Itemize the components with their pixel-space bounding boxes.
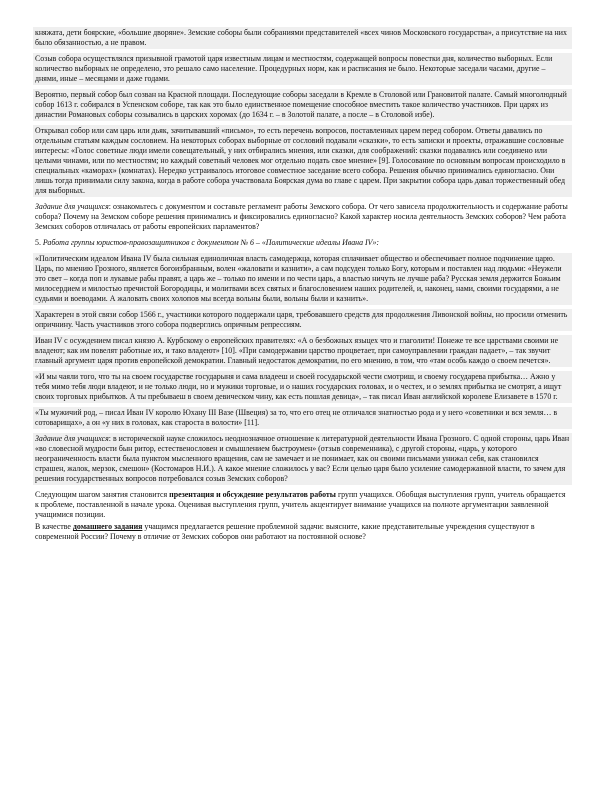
homework-emphasis: домашнего задания xyxy=(72,522,143,531)
paragraph-convocation: Созыв собора осуществлялся призывной грамотой царя известным лицам и местностям, содержащей вопросы повестки дня, количество выборных. Если количество выборных не определено, это решало само население. Процедурных норм, как и расписания не было. Некоторые заседали часами, другие – днями, иные – месяцами и даже годами. xyxy=(33,53,572,85)
paragraph-juhan-letter: «Ты мужичий род, – писал Иван IV королю Юхану III Вазе (Швеция) за то, что его отец не отличался знатностью рода и у него «советники и вся земля… в сотоварищах», а он «у них в головах, как староста в волости» [11]. xyxy=(33,407,572,429)
paragraph-elizabeth-letter: «И мы чаяли того, что ты на своем государстве государыня и сама владееш и своей государьской чести смотриш, и своему государева прибытка… Ажно у тебя мимо тебя люди владеют, и не только люди, но и мужики торговые, и о наших государских головах, и о честех, и о землях прибытка не смотрят, а ищут своих торговых прибытков. А ты пребываеш в своем девическом чину, как есть пошлая девица», – так писал Иван английской королеве Елизавете в 1570 г. xyxy=(33,371,572,403)
paragraph-sobor-1566: Характерен в этой связи собор 1566 г., участники которого поддержали царя, требовавшего средств для продолжения Ливонской войны, но просили отменить опричнину. Часть участников этого собора подверглись опричным репрессиям. xyxy=(33,309,572,331)
paragraph-kurbsky-letter: Иван IV с осуждением писал князю А. Курбскому о европейских правителях: «А о безбожных языцех что и глаголити! Понеже те все царствами своими не владеют; как им повелят работные их, и тако владеют» [10]. «При самодержавии царство процветает, при самоуправлении граждан падает», – так звучит главный аргумент царя против европейской демократии. Главный недостаток демократии, по его мнению, в том, что «там особь каждо о своем печется». xyxy=(33,335,572,367)
paragraph-political-ideal: «Политическим идеалом Ивана IV была сильная единоличная власть самодержца, которая сплачивает общество и обеспечивает полное подчинение царю. Царь, по мнению Грозного, является богоизбранным, волен «жаловати и казнити», а сам подсуден только Богу, которым и поставлен над людьми: «Неужели это свет – когда поп и лукавые рабы правят, а царь же – только по имени и по чести царь, а властью ничуть не лучше раба? Русская земля держится Божьим милосердием и милостью пречистой Богородицы, и молитвами всех святых и благословением наших родителей, и, наконец, нами, своими государями, а не судьями и воеводами. А жаловать своих холопов мы всегда вольны были, вольны были и казнить». xyxy=(33,253,572,305)
paragraph-procedure: Открывал собор или сам царь или дьяк, зачитывавший «письмо», то есть перечень вопросов, поставленных царем перед собором. Ответы давались по отдельным статьям каждым сословием. На некоторых соборах выборные от сословий подавали «сказки», то есть записки и проекты, отражавшие сословные интересы: «Голос советные люди имели совещательный, у них отбирались мнения, или сказки, для соображений: сказки подавались или соединено или целыми чинами, или по местностям; но каждый советный человек мог отдельно подать свое мнение» [9]. Голосование по основным вопросам происходило в специальных «каморах» (комнатах). Нередко устраивалось итоговое совместное заседание всего собора. Решения обычно принимались единогласно. Они лишь тогда принимали силу закона, когда в работе собора участвовала Боярская дума во главе с царем. При закрытии собора царь давал торжественный обед для выборных. xyxy=(33,125,572,197)
task-label: Задание для учащихся xyxy=(35,202,109,211)
homework-rest: учащимся предлагается решение проблемной задачи: выясните, какие представительные учреждения существуют в современной России? Почему в отличие от Земских соборов они работают на постоянной основе? xyxy=(35,522,535,541)
task-text: : ознакомьтесь с документом и составьте регламент работы Земского собора. От чего зависела продолжительность и содержание работы собора? Почему на Земском соборе решения принимались и фиксировались единогласно? Какой характер носила деятельность Земских соборов? Чем работа Земских соборов отличалась от работы европейских парламентов? xyxy=(35,202,568,231)
paragraph-homework xyxy=(33,521,572,543)
task-paragraph-2 xyxy=(33,433,572,485)
task-text: : в исторической науке сложилось неоднозначное отношение к литературной деятельности Ивана Грозного. С одной стороны, царь Иван «во словесной мудрости бын ритор, естественословен и смышлением быстроумен» (отзыв современника), с другой стороны, «царь, у которого неограниченность власти была пунктом мысленного вращения, сам не замечает и не понимает, как он своими письмами унижал себя, как становился страшен, жалок, мерзок, смешон» (Костомаров Н.И.). А какое мнение сложилось у вас? Если целью царя было усиление самодержавной власти, то зачем для решения государственных вопросов потребовался созыв Земских соборов? xyxy=(35,434,570,483)
task-paragraph-1 xyxy=(33,201,572,233)
section-title: Работа группы юристов-правозащитников с документом № 6 – «Политические идеалы Ивана IV»: xyxy=(42,238,380,247)
paragraph-venues: Вероятно, первый собор был созван на Красной площади. Последующие соборы заседали в Кремле в Столовой или Грановитой палате. Самый многолюдный собор 1613 г. собирался в Успенском соборе, так как это было единственное помещение способное вместить такое количество участников. При царях из династии Романовых соборы созывались в царских хоромах (до 1634 г. – в Золотой палате, а после – в Столовой избе). xyxy=(33,89,572,121)
presentation-rest: групп учащихся. Обобщая выступления групп, учитель обращается к проблеме, поставленной в начале урока. Оценивая выступления групп, учитель акцентирует внимание учащихся на полноте аргументации заявленной учащимися позиции. xyxy=(35,490,566,519)
section-heading-group-work xyxy=(33,237,572,249)
task-label: Задание для учащихся xyxy=(35,434,109,443)
presentation-intro: Следующим шагом занятия становится xyxy=(35,490,170,499)
section-number: 5. xyxy=(35,238,43,247)
paragraph-presentation xyxy=(33,489,572,521)
paragraph-zemsky-members: княжата, дети боярские, «большие дворяне». Земские соборы были собраниями представителей «всех чинов Московского государства», а присутствие на них было обязанностью, а не правом. xyxy=(33,27,572,49)
presentation-emphasis: презентация и обсуждение результатов работы xyxy=(169,490,336,499)
homework-intro: В качестве xyxy=(35,522,73,531)
